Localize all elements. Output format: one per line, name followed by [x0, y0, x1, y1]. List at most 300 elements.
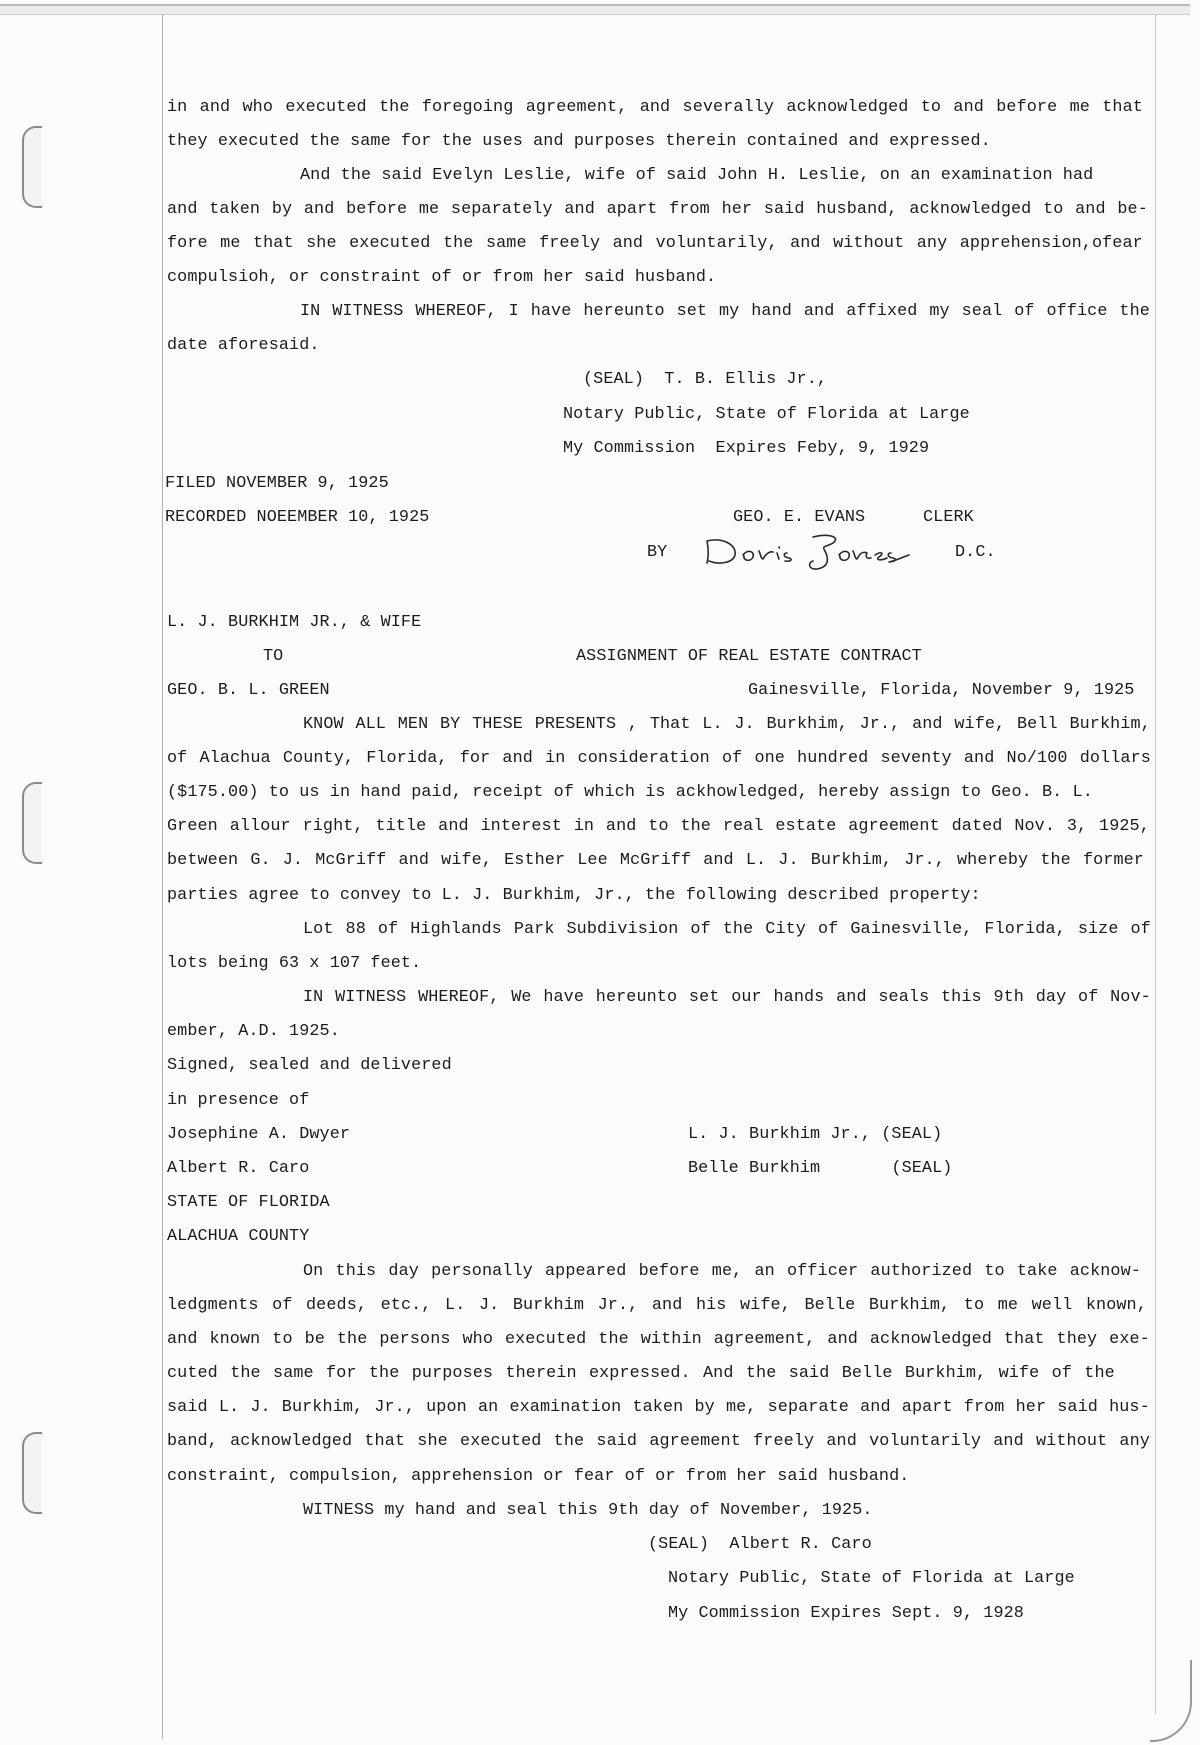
word: Florida, — [984, 920, 1066, 939]
word: and — [167, 1330, 198, 1349]
word: to — [963, 1296, 985, 1315]
notary1-p2-line3 — [167, 234, 1143, 254]
word: Florida, — [366, 749, 448, 768]
assignment-line5 — [167, 851, 1144, 871]
word: L. — [745, 851, 767, 870]
word: before — [638, 1262, 700, 1281]
word: known, — [1085, 1296, 1147, 1315]
word: freely — [753, 1432, 815, 1451]
word: examination — [509, 1398, 622, 1417]
word: the — [442, 234, 474, 253]
word: Jr., — [374, 1398, 415, 1417]
word: PRESENTS — [534, 715, 617, 734]
word: that — [1003, 1330, 1045, 1349]
word: Esther — [504, 851, 566, 870]
word: band, — [167, 1432, 218, 1451]
word: Burkhim, — [868, 1296, 951, 1315]
word: before — [346, 200, 408, 219]
word: and — [167, 200, 198, 219]
deputy-clerk-signature — [703, 531, 913, 571]
word: Belle — [804, 1296, 856, 1315]
word: taken — [632, 1398, 684, 1417]
word: day — [388, 1262, 419, 1281]
word: acknowledged — [869, 1330, 992, 1349]
word: Jr., — [904, 851, 945, 870]
assignment-line4 — [167, 817, 1150, 837]
word: hundred — [797, 749, 869, 768]
notary1-p3-line1 — [300, 302, 1150, 322]
word: etc., — [380, 1296, 432, 1315]
clerk-name: GEO. E. EVANS — [733, 508, 866, 527]
word: agreement — [848, 817, 940, 836]
ack-line5 — [167, 1398, 1150, 1418]
word: have — [543, 988, 585, 1007]
word: assign — [889, 783, 951, 802]
word: BY — [440, 715, 461, 734]
notary1-commission-line: My Commission Expires Feby, 9, 1929 — [563, 439, 930, 458]
word: me — [1069, 98, 1090, 117]
notary2-title-line: Notary Public, State of Florida at Large — [668, 1569, 1075, 1588]
word: size — [1077, 920, 1119, 939]
word: without — [833, 234, 905, 253]
notary1-seal-line: (SEAL) T. B. Ellis Jr., — [583, 370, 828, 389]
word: she — [306, 234, 337, 253]
in-presence-of: in presence of — [167, 1091, 310, 1110]
notary1-p1-line1 — [167, 98, 1143, 118]
word: is — [645, 783, 666, 802]
word: WITNESS — [335, 988, 407, 1007]
word: exe- — [1109, 1330, 1150, 1349]
word: set — [688, 988, 720, 1007]
word: said — [1057, 1398, 1098, 1417]
word: deeds, — [306, 1296, 368, 1315]
word: of — [553, 783, 574, 802]
word: my — [719, 302, 740, 321]
word: 1925, — [1099, 817, 1150, 836]
word: said — [763, 200, 805, 219]
word: personally — [431, 1262, 533, 1281]
word: apart — [606, 200, 658, 219]
word: J. — [282, 851, 304, 870]
word: that — [252, 234, 294, 253]
word: of — [1078, 988, 1099, 1007]
word: WITNESS — [332, 302, 404, 321]
word: of — [377, 920, 399, 939]
word: me, — [711, 1262, 743, 1281]
place-date: Gainesville, Florida, November 9, 1925 — [748, 681, 1135, 700]
word: to — [1043, 200, 1064, 219]
word: WHEREOF, — [415, 302, 497, 321]
word: persons — [379, 1330, 451, 1349]
ack-line3 — [167, 1330, 1150, 1350]
word: Burkhim — [512, 1296, 585, 1315]
word: right, — [302, 817, 364, 836]
word: acknowledged — [909, 200, 1032, 219]
word: me — [997, 1296, 1019, 1315]
word: agreement, — [525, 98, 628, 117]
notary2-seal-line: (SEAL) Albert R. Caro — [648, 1535, 872, 1554]
word: separate — [767, 1398, 849, 1417]
word: hand — [360, 783, 402, 802]
word: and — [860, 1398, 891, 1417]
word: dated — [951, 817, 1003, 836]
word: Burkhim, — [810, 851, 893, 870]
word: they — [1056, 1330, 1098, 1349]
word: her — [1015, 1398, 1047, 1417]
word: our — [731, 988, 762, 1007]
word: any — [916, 234, 948, 253]
notary1-p1-line2: they executed the same for the uses and purposes therein contained and expressed. — [167, 132, 991, 151]
clerk-title: CLERK — [923, 508, 974, 527]
word: hand — [751, 302, 792, 321]
word: that — [364, 1432, 406, 1451]
word: paid, — [411, 783, 463, 802]
word: in — [167, 98, 188, 117]
word: and — [790, 234, 821, 253]
word: Bell — [1017, 715, 1058, 734]
word: McGriff — [315, 851, 387, 870]
ack-line1 — [303, 1262, 1141, 1282]
witness-1: Josephine A. Dwyer — [167, 1125, 351, 1144]
page-corner-curve — [1150, 1660, 1192, 1742]
word: seals — [878, 988, 930, 1007]
word: the — [336, 1330, 368, 1349]
word: that — [1102, 98, 1143, 117]
word: 88 — [345, 920, 366, 939]
word: G. — [250, 851, 271, 870]
word: seventy — [880, 749, 952, 768]
word: his — [695, 1296, 727, 1315]
word: of — [167, 749, 188, 768]
word: whereby — [957, 851, 1029, 870]
word: the — [1084, 1364, 1115, 1383]
word: and — [912, 715, 943, 734]
assignment-line3 — [167, 783, 1093, 803]
word: within — [640, 1330, 702, 1349]
word: Burkhim, — [904, 1364, 987, 1383]
filed-date: FILED NOVEMBER 9, 1925 — [165, 474, 389, 493]
word: wife, — [954, 715, 1006, 734]
word: to — [920, 98, 942, 117]
word: an — [477, 1398, 499, 1417]
word: McGriff — [619, 851, 692, 870]
word: interest — [480, 817, 562, 836]
word: and — [398, 851, 430, 870]
word: hands — [773, 988, 825, 1007]
word: the — [680, 817, 711, 836]
word: I — [508, 302, 519, 321]
word: Gainesville, — [850, 920, 973, 939]
notary1-p2-line4: compulsioh, or constraint of or from her said husband. — [167, 268, 717, 287]
word: Highlands — [410, 920, 502, 939]
signed-sealed-delivered: Signed, sealed and delivered — [167, 1056, 452, 1075]
word: J. — [478, 1296, 500, 1315]
recorded-date: RECORDED NOEEMBER 10, 1925 — [165, 508, 430, 527]
word: executed — [504, 1330, 587, 1349]
word: allour — [229, 817, 291, 836]
word: apprehension,ofear — [959, 234, 1143, 253]
word: J. — [778, 851, 799, 870]
word: to — [272, 1330, 293, 1349]
word: said — [788, 1364, 830, 1383]
word: Burkhim, — [766, 715, 848, 734]
notary1-title-line: Notary Public, State of Florida at Large — [563, 405, 970, 424]
word: 3, — [1066, 817, 1088, 836]
assignment-line6: parties agree to convey to L. J. Burkhim, Jr., the following described property: — [167, 886, 981, 905]
by-label: BY — [647, 543, 668, 562]
word: to — [268, 783, 290, 802]
notary2-commission-line: My Commission Expires Sept. 9, 1928 — [668, 1604, 1024, 1623]
word: voluntarily, — [655, 234, 778, 253]
word: who — [242, 98, 273, 117]
word: executed — [285, 98, 367, 117]
word: J. — [250, 1398, 271, 1417]
ack-line8: WITNESS my hand and seal this 9th day of November, 1925. — [303, 1501, 873, 1520]
word: of — [272, 1296, 293, 1315]
word: Geo. — [991, 783, 1032, 802]
word: wife — [998, 1364, 1040, 1383]
notary1-p2-line1: And the said Evelyn Leslie, wife of said John H. Leslie, on an examination had — [300, 166, 1094, 185]
word: and — [502, 749, 533, 768]
notary1-p2-line2 — [167, 200, 1148, 220]
word: purposes — [411, 1364, 494, 1383]
word: And — [703, 1364, 734, 1383]
ack-line4 — [167, 1364, 1115, 1384]
word: to — [648, 817, 669, 836]
notary1-p3-line2: date aforesaid. — [167, 336, 320, 355]
word: and — [953, 98, 984, 117]
word: J. — [734, 715, 755, 734]
word: dollars — [1079, 749, 1151, 768]
word: of — [1014, 302, 1035, 321]
word: the — [745, 1364, 777, 1383]
word: Jr., — [859, 715, 901, 734]
word: of — [721, 749, 743, 768]
word: the — [722, 920, 754, 939]
word: hereby — [818, 783, 880, 802]
assignment-line9 — [303, 988, 1151, 1008]
word: officer — [787, 1262, 859, 1281]
word: in — [573, 817, 595, 836]
word: ackhowledged, — [675, 783, 808, 802]
word: severally — [682, 98, 775, 117]
word: upon — [426, 1398, 467, 1417]
word: ledgments — [167, 1296, 259, 1315]
word: , — [627, 715, 639, 734]
word: THESE — [472, 715, 523, 734]
word: acknow- — [1069, 1262, 1141, 1281]
word: of — [1051, 1364, 1072, 1383]
word: set — [676, 302, 708, 321]
word: of — [818, 920, 839, 939]
word: and — [605, 817, 637, 836]
word: and — [612, 234, 644, 253]
word: wife, — [740, 1296, 791, 1315]
word: hereunto — [583, 302, 665, 321]
word: in — [329, 783, 351, 802]
word: real — [722, 817, 764, 836]
word: seal — [961, 302, 1003, 321]
word: On — [303, 1262, 324, 1281]
word: said — [596, 1432, 638, 1451]
word: That — [649, 715, 691, 734]
word: title — [375, 817, 427, 836]
word: me, — [725, 1398, 757, 1417]
word: husband, — [816, 200, 898, 219]
word: and — [963, 749, 995, 768]
word: which — [584, 783, 636, 802]
right-margin-line — [1155, 14, 1156, 1714]
word: an — [754, 1262, 775, 1281]
word: and — [836, 988, 867, 1007]
word: my — [929, 302, 950, 321]
word: IN — [303, 988, 324, 1007]
word: be- — [1117, 200, 1148, 219]
word: taken — [209, 200, 261, 219]
word: WHEREOF, — [418, 988, 500, 1007]
word: estate — [775, 817, 837, 836]
word: by — [271, 200, 293, 219]
assignment-line10: ember, A.D. 1925. — [167, 1022, 340, 1041]
word: the — [1040, 851, 1071, 870]
left-margin-line — [162, 14, 163, 1739]
word: foregoing — [421, 98, 514, 117]
word: and — [703, 851, 734, 870]
word: and — [993, 1432, 1024, 1451]
ack-line2 — [167, 1296, 1147, 1316]
word: L. — [702, 715, 723, 734]
word: County, — [282, 749, 355, 768]
word: fore — [167, 234, 208, 253]
word: consideration — [577, 749, 710, 768]
word: said — [167, 1398, 208, 1417]
word: executed — [349, 234, 431, 253]
word: Burkhim, — [281, 1398, 364, 1417]
word: the — [1119, 302, 1150, 321]
word: from — [963, 1398, 1005, 1417]
word: City — [765, 920, 806, 939]
word: Subdivision — [566, 920, 679, 939]
word: from — [669, 200, 710, 219]
word: hereunto — [595, 988, 678, 1007]
word: acknowledged — [230, 1432, 353, 1451]
word: wife, — [441, 851, 493, 870]
word: office — [1046, 302, 1108, 321]
word: We — [511, 988, 532, 1007]
word: any — [1119, 1432, 1150, 1451]
word: the — [598, 1330, 629, 1349]
grantee: GEO. B. L. GREEN — [167, 681, 330, 700]
word: by — [694, 1398, 715, 1417]
word: for — [326, 1364, 357, 1383]
word: appeared — [545, 1262, 627, 1281]
word: agreement — [649, 1432, 741, 1451]
assignment-line8: lots being 63 x 107 feet. — [167, 954, 422, 973]
word: same — [273, 1364, 314, 1383]
word: us — [299, 783, 320, 802]
assignment-line2 — [167, 749, 1151, 769]
word: B. — [1042, 783, 1063, 802]
word: and — [827, 1330, 858, 1349]
word: me — [220, 234, 241, 253]
word: freely — [539, 234, 601, 253]
word: her — [721, 200, 753, 219]
word: acknowledged — [786, 98, 909, 117]
word: Alachua — [199, 749, 271, 768]
word: before — [996, 98, 1058, 117]
dc-label: D.C. — [955, 543, 996, 562]
word: of — [1130, 920, 1151, 939]
grantor: L. J. BURKHIM JR., & WIFE — [167, 613, 422, 632]
word: and — [826, 1432, 857, 1451]
document-title: ASSIGNMENT OF REAL ESTATE CONTRACT — [576, 647, 922, 666]
word: Green — [167, 817, 218, 836]
word: Lee — [577, 851, 608, 870]
ack-line6 — [167, 1432, 1150, 1452]
word: and — [438, 817, 469, 836]
signer-2: Belle Burkhim (SEAL) — [688, 1159, 953, 1178]
word: well — [1031, 1296, 1073, 1315]
word: cuted — [167, 1364, 218, 1383]
word: this — [941, 988, 982, 1007]
word: L. — [445, 1296, 466, 1315]
word: 9th — [993, 988, 1024, 1007]
word: ($175.00) — [167, 783, 259, 802]
word: without — [1035, 1432, 1108, 1451]
word: Lot — [303, 920, 334, 939]
word: this — [335, 1262, 377, 1281]
word: and — [564, 200, 595, 219]
word: Jr., — [597, 1296, 639, 1315]
to-label: TO — [263, 647, 284, 666]
word: No/100 — [1006, 749, 1068, 768]
word: to — [960, 783, 981, 802]
word: Belle — [841, 1364, 893, 1383]
word: same — [485, 234, 527, 253]
word: for — [459, 749, 491, 768]
word: she — [417, 1432, 448, 1451]
word: and — [199, 98, 231, 117]
word: Burkhim, — [1069, 715, 1151, 734]
word: Nov- — [1110, 988, 1151, 1007]
word: L. — [218, 1398, 240, 1417]
binder-hole-icon — [22, 782, 42, 864]
word: therein — [505, 1364, 577, 1383]
word: executed — [460, 1432, 542, 1451]
word: known — [209, 1330, 261, 1349]
binder-hole-icon — [22, 1432, 42, 1514]
word: affixed — [846, 302, 918, 321]
binder-hole-icon — [22, 126, 42, 208]
word: receipt — [472, 783, 544, 802]
word: the — [553, 1432, 585, 1451]
word: L. — [1072, 783, 1093, 802]
word: the — [230, 1364, 261, 1383]
word: Nov. — [1014, 817, 1056, 836]
word: separately — [450, 200, 553, 219]
word: apart — [901, 1398, 953, 1417]
word: KNOW — [303, 715, 344, 734]
word: one — [754, 749, 785, 768]
assignment-line7 — [303, 920, 1151, 940]
word: agreement, — [713, 1330, 816, 1349]
word: to — [984, 1262, 1005, 1281]
word: Park — [513, 920, 555, 939]
ack-line7: constraint, compulsion, apprehension or fear of or from her said husband. — [167, 1467, 910, 1486]
word: hus- — [1109, 1398, 1150, 1417]
venue-county: ALACHUA COUNTY — [167, 1227, 310, 1246]
word: voluntarily — [869, 1432, 981, 1451]
